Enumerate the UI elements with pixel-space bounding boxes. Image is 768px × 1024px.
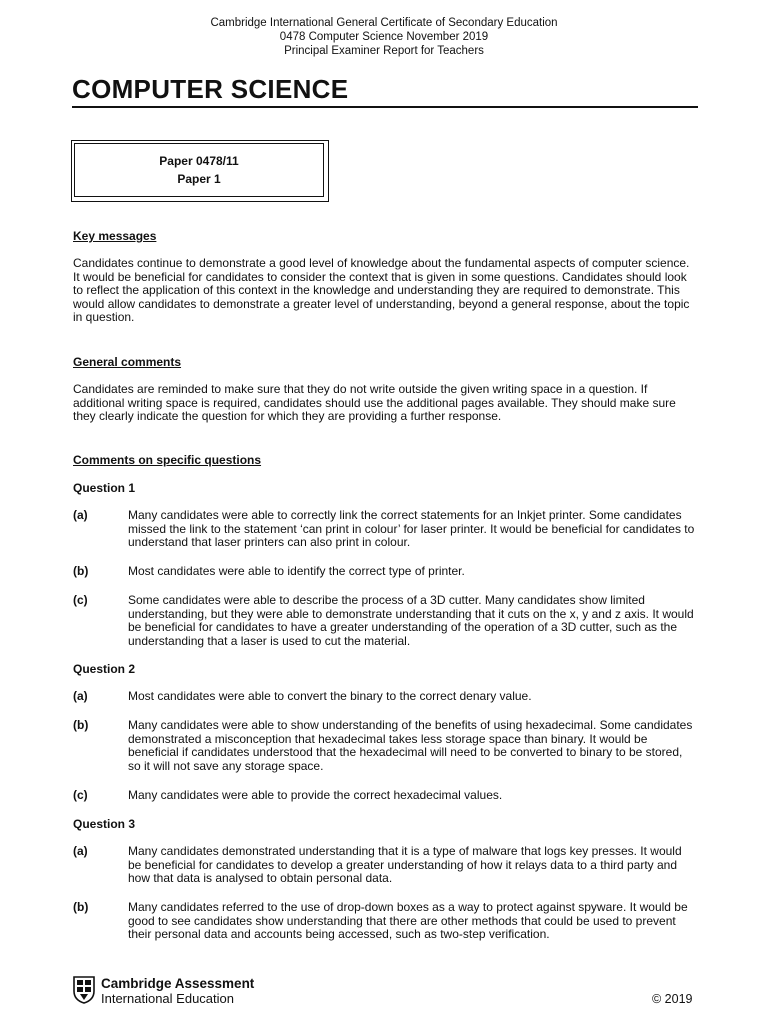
logo-line-1: Cambridge Assessment — [101, 976, 255, 991]
item-text: Many candidates were able to provide the correct hexadecimal values. — [128, 788, 503, 802]
page-title: COMPUTER SCIENCE — [72, 74, 349, 104]
key-messages-heading: Key messages — [73, 229, 157, 243]
item-text: Many candidates referred to the use of drop-down boxes as a way to protect against spyware. It would be good to see candidates show understanding that there are other methods that could be used to prevent their personal data and accounts being accessed, such as two-step verification. — [128, 900, 688, 941]
item-text: Some candidates were able to describe the process of a 3D cutter. Many candidates show limited understanding, but they were able to demonstrate understanding that it cuts on the x, y and z axis. It would be beneficial for candidates to have a greater understanding of the operation of a 3D cutter, such as the understanding that a laser is used to cut the material. — [128, 593, 694, 648]
item-label: (b) — [73, 564, 89, 578]
general-comments-text: Candidates are reminded to make sure that they do not write outside the given writing space in a question. If additional writing space is required, candidates should use the additional pages available. They should make sure they clearly indicate the question for which they are providing a further response. — [73, 382, 676, 423]
question-2-title: Question 2 — [73, 662, 136, 676]
header-line-1: Cambridge International General Certificate of Secondary Education — [210, 17, 558, 29]
paper-code: Paper 0478/11 — [159, 154, 239, 168]
paper-box — [71, 140, 329, 202]
specific-comments-heading: Comments on specific questions — [73, 453, 262, 467]
title-rule — [72, 106, 698, 108]
item-text: Many candidates were able to show understanding of the benefits of using hexadecimal. Some candidates demonstrated a misconception that hexadecimal takes less storage space than binary. It would be beneficial if candidates understood that the hexadecimal will need to be converted to binary to be stored, so it will not save any storage space. — [128, 718, 693, 773]
logo-line-2: International Education — [101, 991, 234, 1006]
key-messages-text: Candidates continue to demonstrate a good level of knowledge about the fundamental aspects of computer science. It would be beneficial for candidates to consider the context that is given in some questions. Candidates should look to reflect the application of this context in the knowledge and understanding they are required to demonstrate. This would allow candidates to demonstrate a greater level of understanding, beyond a general response, about the topic in question. — [73, 256, 690, 324]
item-text: Many candidates demonstrated understanding that it is a type of malware that logs key presses. It would be beneficial for candidates to develop a greater understanding of how it relays data to a third party and how that data is analysed to obtain personal data. — [128, 844, 682, 885]
header-line-3: Principal Examiner Report for Teachers — [284, 45, 484, 57]
item-label: (a) — [73, 689, 88, 703]
item-label: (a) — [73, 844, 88, 858]
general-comments-heading: General comments — [73, 355, 182, 369]
item-text: Most candidates were able to convert the binary to the correct denary value. — [128, 689, 532, 703]
question-1-title: Question 1 — [73, 481, 136, 495]
header-line-2: 0478 Computer Science November 2019 — [279, 31, 489, 43]
item-label: (a) — [73, 508, 88, 522]
crest-icon — [73, 976, 95, 1004]
item-label: (c) — [73, 788, 88, 802]
paper-name: Paper 1 — [177, 172, 221, 186]
item-label: (b) — [73, 718, 89, 732]
copyright: © 2019 — [652, 992, 693, 1006]
cambridge-logo — [73, 976, 273, 1006]
report-header — [0, 16, 768, 58]
item-text: Many candidates were able to correctly link the correct statements for an Inkjet printer. Some candidates missed the link to the statement ‘can print in colour’ for laser printer. It would be beneficial for candidates to understand that laser printers can also print in colour. — [128, 508, 695, 549]
question-3-title: Question 3 — [73, 817, 136, 831]
item-label: (b) — [73, 900, 89, 914]
item-text: Most candidates were able to identify the correct type of printer. — [128, 564, 465, 578]
item-label: (c) — [73, 593, 88, 607]
